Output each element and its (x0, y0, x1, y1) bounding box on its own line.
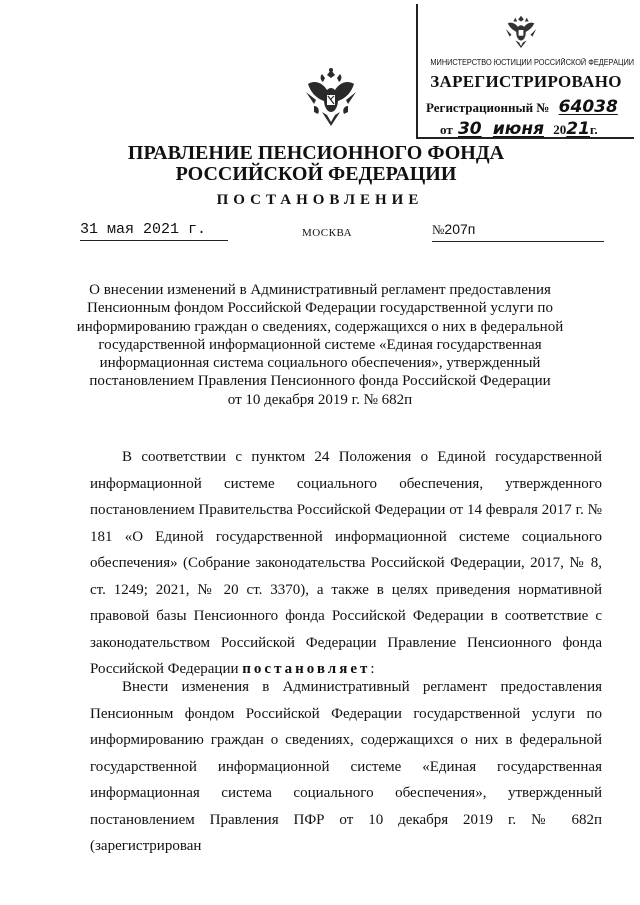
subject-line: Пенсионным фондом Российской Федерации государственной услуги по (87, 300, 553, 317)
paragraph-decision: Внести изменения в Административный регламент предоставления Пенсионным фондом Российской Федерации государственной услуги по информированию граждан о сведениях, содержащихся о них в федеральной государственной информационной системе «Единая государственная информационная система социального обеспечения», утвержденный постановлением Правления ПФР от 10 декабря 2019 г. № 682п (зарегистрирован (90, 679, 602, 854)
decree-word: постановляет (242, 661, 371, 677)
number-sign: № (432, 222, 445, 237)
stamp-title: ЗАРЕГИСТРИРОВАНО (430, 72, 622, 91)
stamp-year-end: г. (589, 122, 598, 137)
stamp-reg-number: 64038 (558, 97, 618, 117)
stamp-registration-line (426, 97, 618, 117)
subject-line: государственной информационной системе «Единая государственная (98, 336, 542, 353)
stamp-day: 30 (457, 119, 482, 139)
subject-line: О внесении изменений в Административный регламент предоставления (89, 282, 551, 298)
document-type: ПОСТАНОВЛЕНИЕ (216, 192, 424, 208)
stamp-year-prefix: 20 (553, 122, 567, 137)
subject-line: от 10 декабря 2019 г. № 682п (227, 391, 413, 408)
stamp-date-line (440, 119, 598, 139)
organization-name-line2: РОССИЙСКОЙ ФЕДЕРАЦИИ (175, 163, 457, 185)
subject-line: информированию граждан о сведениях, содержащихся о них в федеральной (76, 318, 564, 335)
stamp-date-prefix: от (440, 122, 453, 137)
document-date: 31 мая 2021 г. (80, 221, 228, 241)
registration-stamp (416, 4, 634, 139)
preamble-end: : (370, 661, 375, 677)
document-number (432, 221, 604, 242)
stamp-month: июня (492, 119, 544, 139)
preamble-text: В соответствии с пунктом 24 Положения о Единой государственной информационной системе социального обеспечения, утвержденного постановлением Правительства Российской Федерации от 14 февраля 2017 г. № 181 «О Единой государственной информационной системе социального обеспечения» (Собрание законодательства Российской Федерации, 2017, № 8, ст. 1249; 2021, № 20 ст. 3370), а также в целях приведения нормативной правовой базы Пенсионного фонда Российской Федерации в соответствие с законодательством Российской Федерации Правление Пенсионного фонда Российской Федерации (90, 449, 602, 677)
paragraph-preamble (90, 444, 602, 683)
coat-of-arms-icon (304, 66, 358, 128)
stamp-reg-label: Регистрационный № (426, 100, 550, 115)
coat-of-arms-icon (502, 10, 540, 50)
number-value: 207п (444, 221, 476, 237)
stamp-year-suffix: 21 (566, 119, 590, 139)
document-subject (60, 281, 580, 409)
organization-name-line1: ПРАВЛЕНИЕ ПЕНСИОННОГО ФОНДА (127, 142, 505, 164)
stamp-ministry: МИНИСТЕРСТВО ЮСТИЦИИ РОССИЙСКОЙ ФЕДЕРАЦИИ (430, 58, 635, 67)
subject-line: постановлением Правления Пенсионного фонда Российской Федерации (89, 373, 551, 390)
subject-line: информационная система социального обеспечения», утвержденный (99, 355, 541, 372)
document-city: МОСКВА (301, 227, 353, 239)
